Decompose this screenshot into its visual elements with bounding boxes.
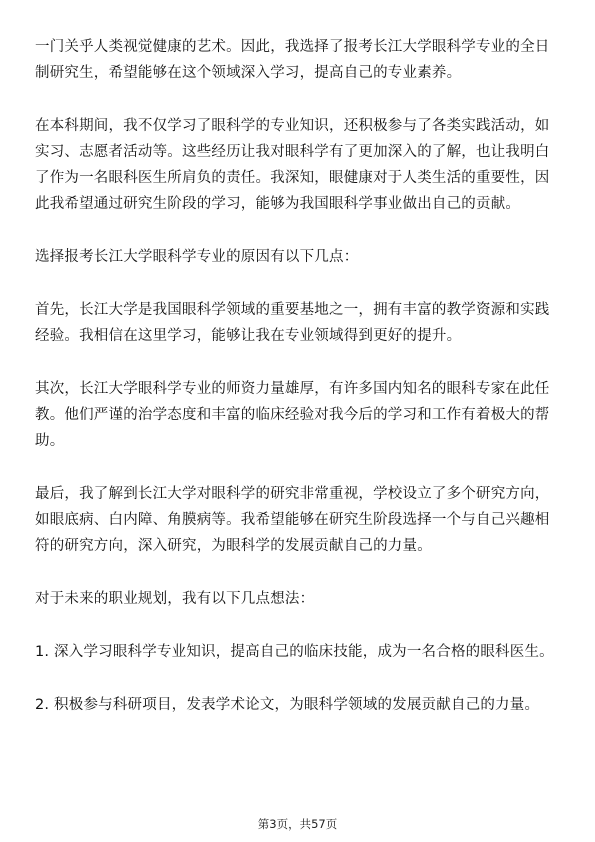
list-item-1: 1. 深入学习眼科学专业知识，提高自己的临床技能，成为一名合格的眼科医生。 <box>35 644 554 660</box>
paragraph-reason-last: 最后，我了解到长江大学对眼科学的研究非常重视，学校设立了多个研究方向，如眼底病、白内障、角膜病等。我希望能够在研究生阶段选择一个与自己兴趣相符的研究方向，深入研究，为眼科学的发展贡献自己的力量。 <box>35 486 550 554</box>
paragraph-undergraduate: 在本科期间，我不仅学习了眼科学的专业知识，还积极参与了各类实践活动，如实习、志愿者活动等。这些经历让我对眼科学有了更加深入的了解，也让我明白了作为一名眼科医生所肩负的责任。我深知，眼健康对于人类生活的重要性，因此我希望通过研究生阶段的学习，能够为我国眼科学事业做出自己的贡献。 <box>35 118 550 212</box>
paragraph-reason-second: 其次，长江大学眼科学专业的师资力量雄厚，有许多国内知名的眼科专家在此任教。他们严谨的治学态度和丰富的临床经验对我今后的学习和工作有着极大的帮助。 <box>35 381 550 449</box>
paragraph-reasons-heading: 选择报考长江大学眼科学专业的原因有以下几点： <box>35 249 359 265</box>
page-number-footer: 第3页，共57页 <box>257 817 338 831</box>
paragraph-reason-first: 首先，长江大学是我国眼科学领域的重要基地之一，拥有丰富的教学资源和实践经验。我相信在这里学习，能够让我在专业领域得到更好的提升。 <box>35 302 550 344</box>
paragraph-intro-continued: 一门关乎人类视觉健康的艺术。因此，我选择了报考长江大学眼科学专业的全日制研究生，希望能够在这个领域深入学习，提高自己的专业素养。 <box>35 39 550 81</box>
paragraph-career-heading: 对于未来的职业规划，我有以下几点想法： <box>35 591 315 607</box>
document-body <box>35 34 563 718</box>
list-item-2: 2. 积极参与科研项目，发表学术论文，为眼科学领域的发展贡献自己的力量。 <box>35 697 540 713</box>
